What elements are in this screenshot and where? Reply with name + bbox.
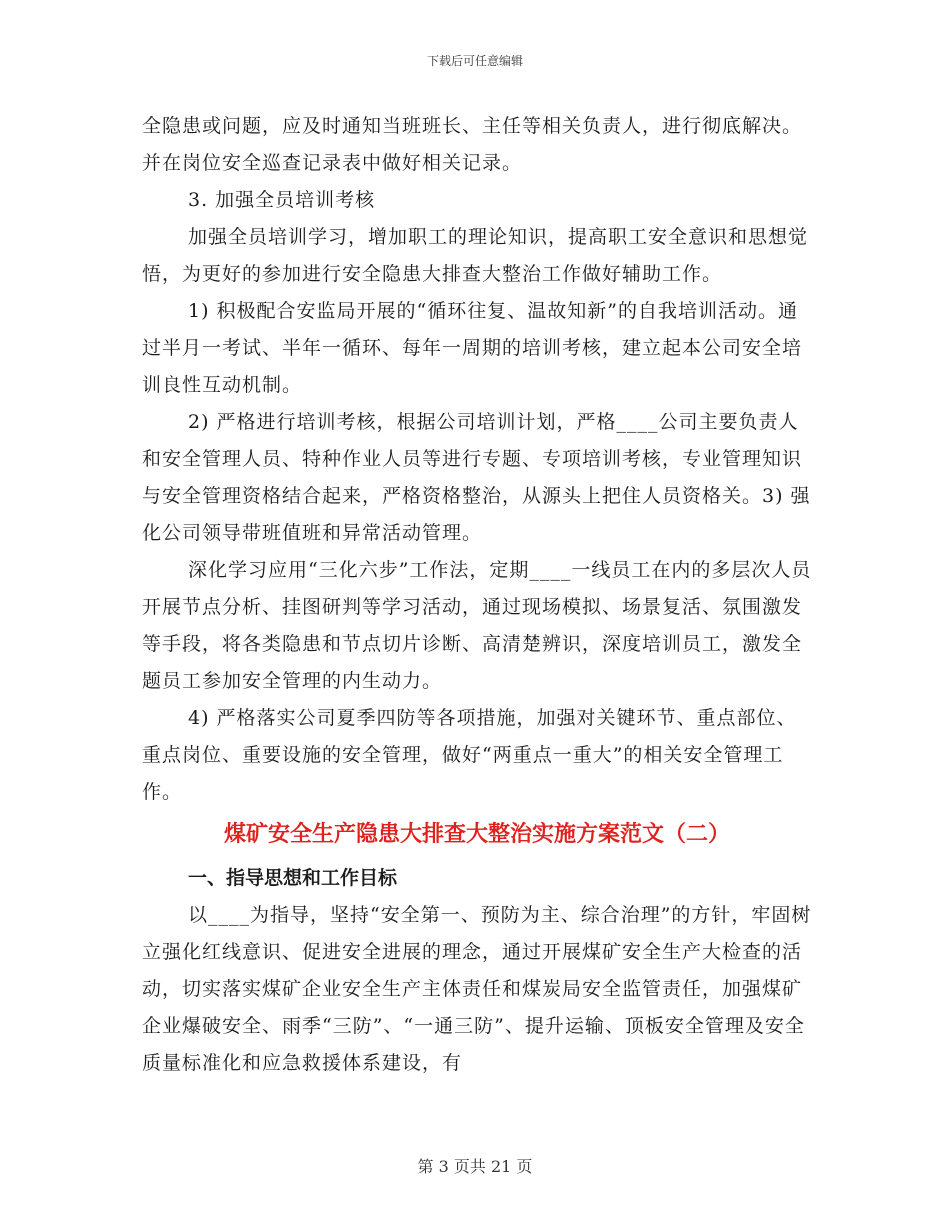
- section-training-heading: 3. 加强全员培训考核: [188, 189, 376, 211]
- paragraph-item-1: 1) 积极配合安监局开展的“循环往复、温故知新”的自我培训活动。通过半月一考试、半年一循环、每年一周期的培训考核，建立起本公司安全培训良性互动机制。: [142, 300, 803, 396]
- paragraph-deepen-study: 深化学习应用“三化六步”工作法，定期____一线员工在内的多层次人员开展节点分析、挂图研判等学习活动，通过现场模拟、场景复活、氛围激发等手段，将各类隐患和节点切片诊断、高清楚辨识，深度培训员工，激发全题员工参加安全管理的内生动力。: [142, 559, 812, 692]
- document-body: [142, 108, 812, 1082]
- paragraph-hazard-resolution: 全隐患或问题，应及时通知当班班长、主任等相关负责人，进行彻底解决。并在岗位安全巡查记录表中做好相关记录。: [142, 115, 803, 174]
- page-footer: 第 3 页共 21 页: [417, 1157, 533, 1176]
- document-title-2: 煤矿安全生产隐患大排查大整治实施方案范文（二）: [223, 822, 730, 847]
- page-header: 下载后可任意编辑: [426, 54, 523, 68]
- paragraph-guiding-thought: 以____为指导，坚持“安全第一、预防为主、综合治理”的方针，牢固树立强化红线意识、促进安全进展的理念，通过开展煤矿安全生产大检查的活动，切实落实煤矿企业安全生产主体责任和煤炭局安全监管责任，加强煤矿企业爆破安全、雨季“三防”、“一通三防”、提升运输、顶板安全管理及安全质量标准化和应急救援体系建设，有: [142, 904, 812, 1074]
- section-heading-guiding: 一、指导思想和工作目标: [188, 867, 398, 889]
- paragraph-training-intro: 加强全员培训学习，增加职工的理论知识，提高职工安全意识和思想觉悟，为更好的参加进行安全隐患大排查大整治工作做好辅助工作。: [142, 226, 809, 285]
- paragraph-item-4: 4) 严格落实公司夏季四防等各项措施，加强对关键环节、重点部位、重点岗位、重要设施的安全管理，做好“两重点一重大”的相关安全管理工作。: [142, 707, 797, 803]
- paragraph-item-2: 2) 严格进行培训考核，根据公司培训计划，严格____公司主要负责人和安全管理人员、特种作业人员等进行专题、专项培训考核，专业管理知识与安全管理资格结合起来，严格资格整治，从源头上把住人员资格关。3) 强化公司领导带班值班和异常活动管理。: [142, 411, 811, 544]
